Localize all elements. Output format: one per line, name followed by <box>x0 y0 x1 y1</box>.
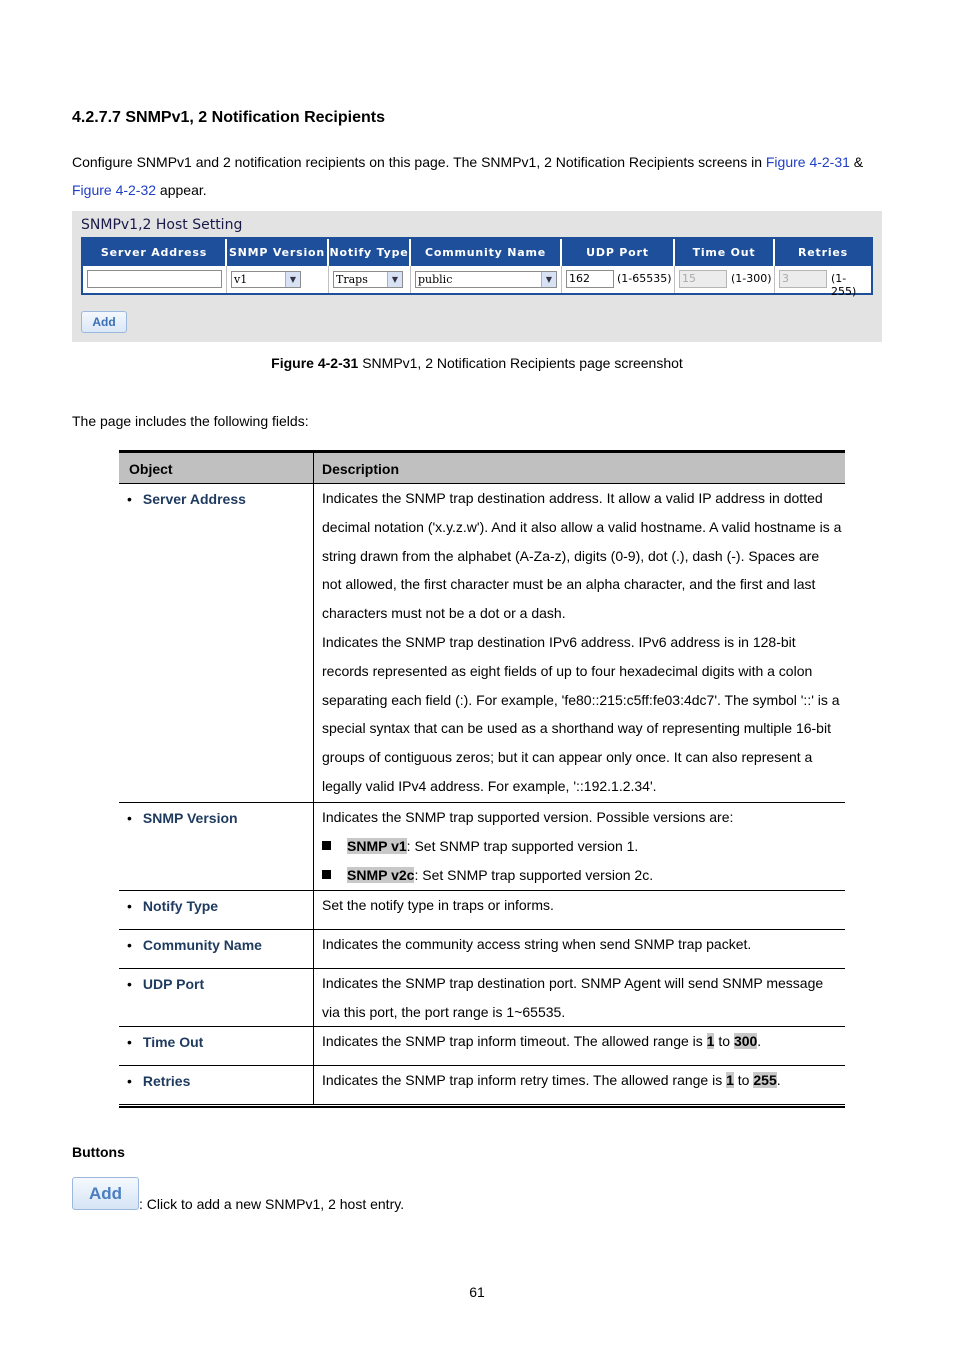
table-row <box>119 803 845 891</box>
figure-caption <box>0 355 954 371</box>
header-snmp-version: SNMP Version <box>227 239 329 266</box>
retries-desc-text: Indicates the SNMP trap inform retry times. The allowed range is <box>322 1072 727 1088</box>
header-notify-type: Notify Type <box>329 239 411 266</box>
table-row <box>119 930 845 969</box>
v1-label: SNMP v1 <box>347 837 407 854</box>
object-time-out: • Time Out <box>127 1034 203 1050</box>
header-time-out: Time Out <box>675 239 775 266</box>
snmp-version-select[interactable] <box>231 271 301 288</box>
udp-port-desc: Indicates the SNMP trap destination port. SNMP Agent will send SNMP message via this port, the port range is 1~65535. <box>322 975 824 1020</box>
intro-text: Configure SNMPv1 and 2 notification recipients on this page. The SNMPv1, 2 Notification Recipients screens in <box>72 154 766 170</box>
intro-amp: & <box>849 154 864 170</box>
square-bullet-icon <box>322 841 331 850</box>
cell-notify-type <box>329 266 411 293</box>
header-retries: Retries <box>775 239 871 266</box>
table-row <box>119 1066 845 1104</box>
community-name-value: public <box>418 273 453 286</box>
table-row <box>119 969 845 1027</box>
notify-type-value: Traps <box>336 273 368 286</box>
figure-link-2[interactable]: Figure 4-2-32 <box>72 182 157 198</box>
cell-udp-port <box>562 266 675 293</box>
udp-port-range: (1-65535) <box>617 272 672 285</box>
cell-retries <box>775 266 871 298</box>
server-address-desc-ipv4: Indicates the SNMP trap destination address. It allow a valid IP address in dotted decimal notation ('x.y.z.w'). And it also allow a valid hostname. A valid hostname is a string drawn from the alphabet (A-Za-z), digits (0-9), dot (.), dash (-). Spaces are not allowed, the first character must be an alpha character, and the first and last characters must not be a dot or a dash. <box>322 490 842 622</box>
server-address-desc-ipv6: Indicates the SNMP trap destination IPv6 address. IPv6 address is in 128-bit records represented as eight fields of up to four hexadecimal digits with a colon separating each field (:). For example, 'fe80::215:c5ff:fe03:4dc7'. The symbol '::' is a special syntax that can be used as a shorthand way of representing multiple 16-bit groups of contiguous zeros; but it can appear only once. It can also represent a legally valid IPv4 address. For example, '::192.1.2.34'. <box>322 633 840 794</box>
table-bottom-rule <box>119 1104 845 1108</box>
notify-type-select[interactable] <box>333 271 403 288</box>
v2c-label: SNMP v2c <box>347 866 415 883</box>
buttons-heading: Buttons <box>72 1144 125 1160</box>
retries-end: . <box>776 1072 781 1088</box>
time-out-to: to <box>714 1033 734 1049</box>
community-name-select[interactable] <box>415 271 557 288</box>
snmp-version-desc: Indicates the SNMP trap supported version. Possible versions are: <box>322 809 734 825</box>
object-udp-port: • UDP Port <box>127 976 204 992</box>
table-row <box>119 891 845 930</box>
chevron-down-icon: ▼ <box>541 272 556 287</box>
v1-text: : Set SNMP trap supported version 1. <box>406 837 639 854</box>
page-number: 61 <box>469 1284 485 1300</box>
retries-range: (1-255) <box>831 272 857 298</box>
time-out-desc-text: Indicates the SNMP trap inform timeout. The allowed range is <box>322 1033 707 1049</box>
snmp-version-value: v1 <box>234 273 248 286</box>
table-row <box>119 484 845 803</box>
cell-community-name <box>411 266 562 293</box>
snmp-host-setting-panel <box>72 211 882 342</box>
chevron-down-icon: ▼ <box>387 272 402 287</box>
bullet-v1 <box>322 832 842 861</box>
caption-figure-number: Figure 4-2-31 <box>271 355 359 371</box>
add-button[interactable]: Add <box>81 311 127 333</box>
time-out-range: (1-300) <box>731 272 772 285</box>
column-divider <box>313 453 314 1104</box>
cell-server-address <box>83 266 227 293</box>
time-out-input[interactable]: 15 <box>679 270 727 288</box>
object-snmp-version: • SNMP Version <box>127 810 238 826</box>
figure-link-1[interactable]: Figure 4-2-31 <box>765 154 850 170</box>
udp-port-input[interactable]: 162 <box>566 270 614 288</box>
cell-time-out <box>675 266 775 293</box>
intro-text-end: appear. <box>156 182 207 198</box>
intro-paragraph <box>72 148 884 204</box>
community-name-desc: Indicates the community access string when send SNMP trap packet. <box>322 936 752 952</box>
table-header <box>119 453 845 484</box>
header-description: Description <box>322 461 400 477</box>
square-bullet-icon <box>322 870 331 879</box>
section-title: 4.2.7.7 SNMPv1, 2 Notification Recipients <box>72 109 385 126</box>
chevron-down-icon: ▼ <box>285 272 300 287</box>
server-address-input[interactable] <box>87 270 222 288</box>
header-object: Object <box>129 461 173 477</box>
retries-min: 1 <box>726 1072 734 1088</box>
header-community-name: Community Name <box>411 239 562 266</box>
retries-input[interactable]: 3 <box>779 270 827 288</box>
fields-intro: The page includes the following fields: <box>72 413 309 429</box>
object-retries: • Retries <box>127 1073 190 1089</box>
v2c-text: : Set SNMP trap supported version 2c. <box>414 866 654 883</box>
table-row <box>119 1027 845 1066</box>
notify-type-desc: Set the notify type in traps or informs. <box>322 897 554 913</box>
object-server-address: • Server Address <box>127 491 246 507</box>
header-udp-port: UDP Port <box>562 239 675 266</box>
add-button-description: : Click to add a new SNMPv1, 2 host entry. <box>139 1196 405 1212</box>
retries-to: to <box>733 1072 754 1088</box>
retries-max: 255 <box>753 1072 777 1088</box>
object-community-name: • Community Name <box>127 937 262 953</box>
header-server-address: Server Address <box>83 239 227 266</box>
host-setting-table <box>81 237 873 298</box>
cell-snmp-version <box>227 266 329 293</box>
time-out-end: . <box>757 1033 762 1049</box>
time-out-desc <box>322 1027 842 1056</box>
caption-text: SNMPv1, 2 Notification Recipients page screenshot <box>358 355 683 371</box>
object-notify-type: • Notify Type <box>127 898 218 914</box>
bullet-v2c <box>322 861 842 890</box>
panel-title: SNMPv1,2 Host Setting <box>81 217 243 233</box>
retries-desc <box>322 1066 842 1095</box>
description <box>322 803 842 889</box>
time-out-max: 300 <box>733 1033 758 1049</box>
time-out-min: 1 <box>706 1033 715 1049</box>
description <box>322 484 842 801</box>
add-button-illustration[interactable]: Add <box>72 1177 139 1210</box>
